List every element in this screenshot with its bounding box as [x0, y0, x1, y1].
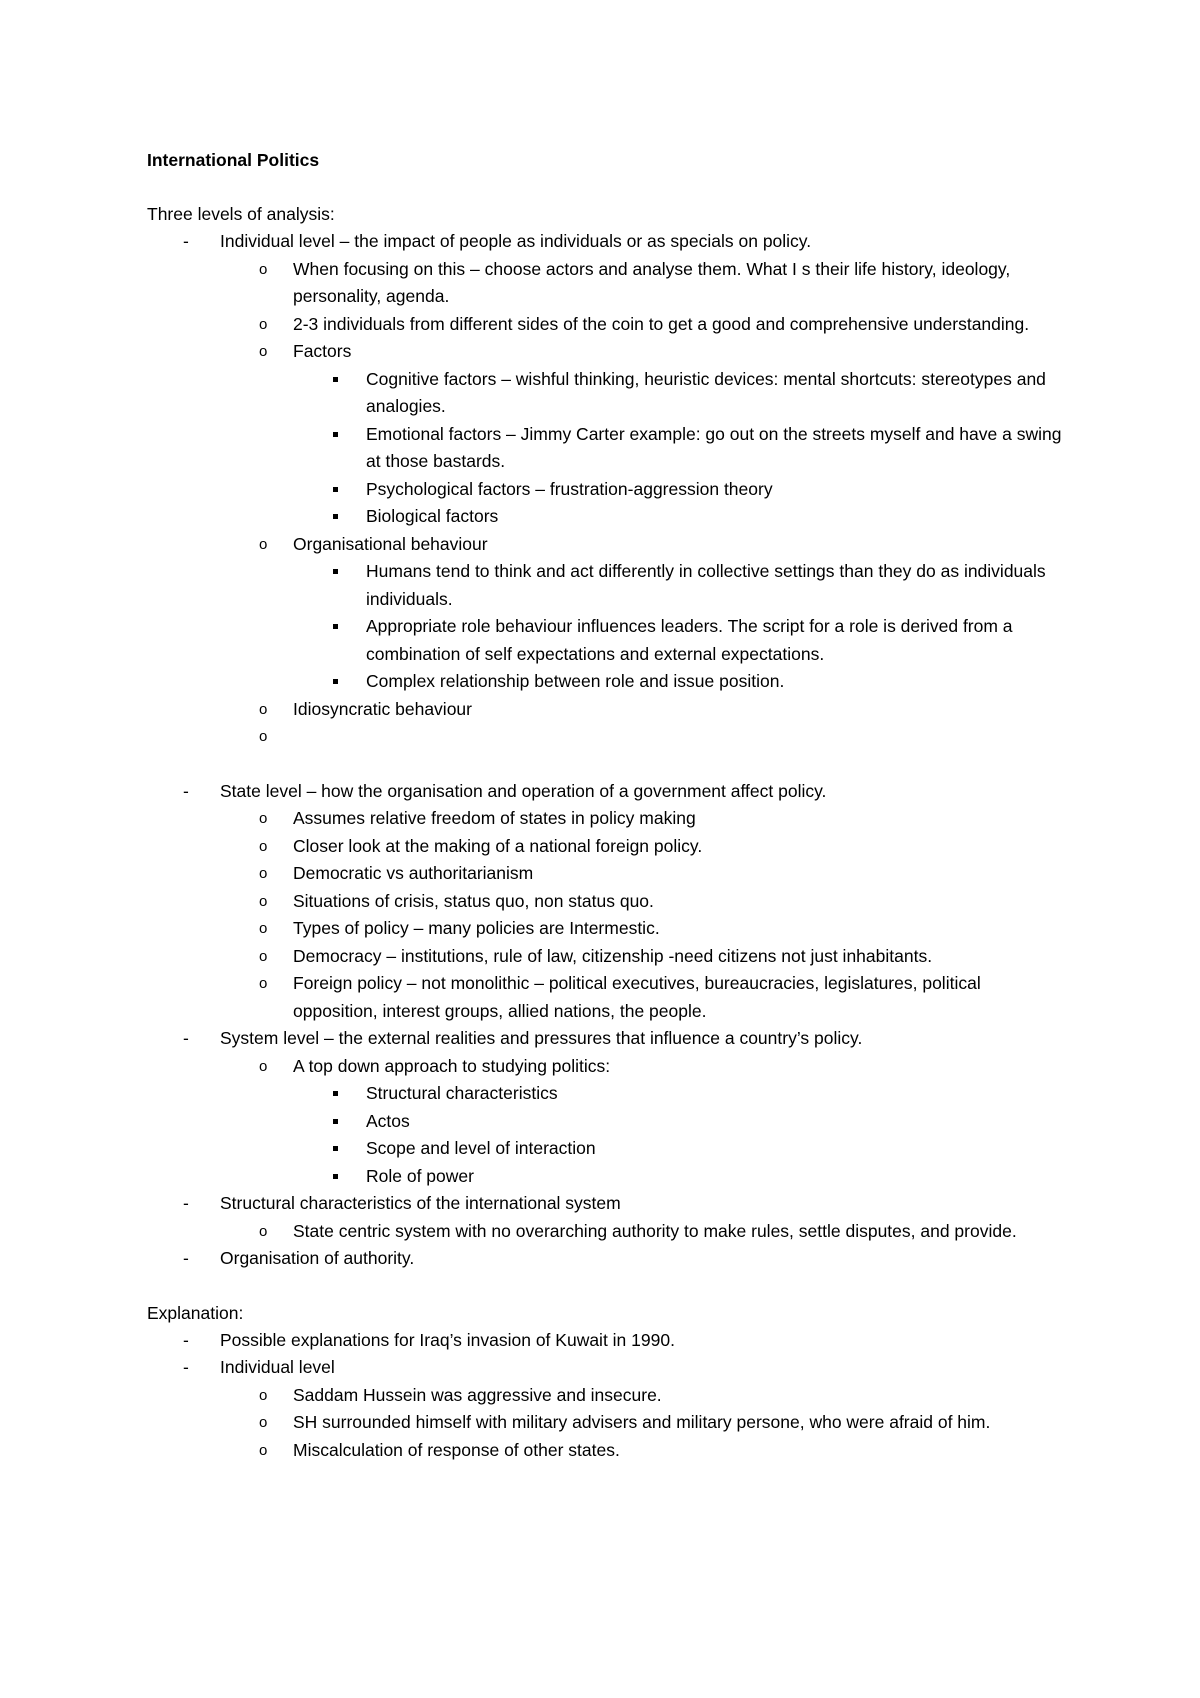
sublist-item: [220, 970, 1067, 1025]
sublist-item-text: State centric system with no overarching authority to make rules, settle disputes, and provide.: [293, 1220, 1017, 1241]
explanation-list: [147, 1327, 1067, 1465]
sublist-item: [220, 805, 1067, 833]
document-body: [147, 147, 1067, 1464]
circle-marker: o: [259, 920, 268, 937]
sub-sublist: [293, 1080, 1067, 1190]
sublist-item-text: Factors: [293, 341, 352, 361]
sub-sublist-item: [293, 476, 1067, 504]
sub-sublist-item: [293, 421, 1067, 476]
sublist-item-text: When focusing on this – choose actors and analyse them. What I s their life history, ideology, personality, agenda.: [293, 258, 1011, 306]
list-item: [147, 1327, 1067, 1355]
circle-marker: o: [259, 700, 268, 718]
sub-sublist-item: [293, 1080, 1067, 1108]
sub-sublist-item-text: Psychological factors – frustration-aggression theory: [366, 478, 773, 499]
sub-sublist-item-text: Scope and level of interaction: [366, 1138, 596, 1158]
sublist-item: [220, 1218, 1067, 1246]
sub-sublist-item: [293, 613, 1067, 668]
square-bullet-icon: [333, 679, 338, 684]
sublist-item: [220, 915, 1067, 943]
circle-marker: o: [259, 1057, 268, 1075]
sub-sublist-item: [293, 668, 1067, 696]
sublist: [220, 1218, 1067, 1246]
circle-marker: o: [259, 1386, 268, 1404]
sublist-item-text: Saddam Hussein was aggressive and insecure.: [293, 1384, 662, 1405]
square-bullet-icon: [333, 1146, 338, 1151]
sublist-item: [220, 1437, 1067, 1465]
sublist-item: [220, 860, 1067, 888]
sublist-item-text: Democracy – institutions, rule of law, citizenship -need citizens not just inhabitants.: [293, 945, 933, 966]
list-item-text: Organisation of authority.: [220, 1248, 415, 1268]
square-bullet-icon: [333, 1119, 338, 1124]
sublist-item-text: Organisational behaviour: [293, 533, 488, 554]
dash-marker: -: [183, 1028, 189, 1048]
sublist-item: [220, 1409, 1067, 1437]
list-item-text: System level – the external realities and pressures that influence a country’s policy.: [220, 1028, 863, 1048]
sub-sublist-item-text: Actos: [366, 1110, 410, 1131]
circle-marker: o: [259, 975, 268, 992]
sublist-item-text: Democratic vs authoritarianism: [293, 863, 534, 883]
list-item: [147, 228, 1067, 751]
circle-marker: o: [259, 315, 268, 333]
sublist-item-text: 2-3 individuals from different sides of the coin to get a good and comprehensive understanding.: [293, 313, 1030, 334]
square-bullet-icon: [333, 569, 338, 574]
list-item-text: Structural characteristics of the international system: [220, 1193, 621, 1213]
sublist-item: [220, 1053, 1067, 1191]
circle-marker: o: [259, 535, 268, 553]
list-item-text: Individual level – the impact of people as individuals or as specials on policy.: [220, 231, 812, 251]
list-item-text: State level – how the organisation and operation of a government affect policy.: [220, 780, 827, 801]
sublist-item-text: A top down approach to studying politics:: [293, 1055, 611, 1076]
circle-marker: o: [259, 1414, 268, 1431]
levels-list: [147, 228, 1067, 1273]
sublist-item: [220, 338, 1067, 531]
sublist-item-text: Situations of crisis, status quo, non status quo.: [293, 890, 654, 911]
section-heading-levels: Three levels of analysis:: [147, 204, 335, 224]
sublist-item-empty: [220, 723, 1067, 751]
dash-marker: -: [183, 231, 189, 251]
square-bullet-icon: [333, 432, 338, 437]
circle-marker: o: [259, 1222, 268, 1240]
sublist: [220, 1053, 1067, 1191]
sublist-item: [220, 531, 1067, 696]
circle-marker: o: [259, 1441, 268, 1459]
sublist: [220, 805, 1067, 1025]
list-item: [147, 778, 1067, 1026]
sublist-item-text: Types of policy – many policies are Intermestic.: [293, 918, 660, 938]
circle-marker: o: [259, 892, 268, 910]
list-item-text: Individual level: [220, 1357, 335, 1377]
sub-sublist-item-text: Appropriate role behaviour influences leaders. The script for a role is derived from a combination of self expectations and external expectations.: [366, 616, 1013, 664]
section-heading-explanation: Explanation:: [147, 1302, 244, 1323]
document-title: International Politics: [147, 150, 320, 170]
sub-sublist-item-text: Cognitive factors – wishful thinking, heuristic devices: mental shortcuts: stereotypes and analogies.: [366, 368, 1046, 416]
sub-sublist-item: [293, 503, 1067, 531]
circle-marker: o: [259, 947, 268, 965]
square-bullet-icon: [333, 1174, 338, 1179]
sublist-item: [220, 888, 1067, 916]
sublist-item: [220, 256, 1067, 311]
list-item: [147, 1245, 1067, 1273]
sublist-item: [220, 943, 1067, 971]
sub-sublist-item-text: Complex relationship between role and issue position.: [366, 671, 785, 691]
square-bullet-icon: [333, 377, 338, 382]
sublist: [220, 1382, 1067, 1465]
square-bullet-icon: [333, 487, 338, 492]
sub-sublist-item: [293, 1163, 1067, 1191]
list-item: [147, 1190, 1067, 1245]
circle-marker: o: [259, 728, 268, 745]
sublist-item: [220, 833, 1067, 861]
sub-sublist: [293, 366, 1067, 531]
sublist-item-text: Assumes relative freedom of states in policy making: [293, 808, 696, 828]
list-item-text: Possible explanations for Iraq’s invasion of Kuwait in 1990.: [220, 1329, 675, 1350]
circle-marker: o: [259, 837, 268, 855]
dash-marker: -: [183, 1248, 189, 1268]
circle-marker: o: [259, 343, 268, 360]
sublist-item: [220, 1382, 1067, 1410]
sub-sublist-item-text: Emotional factors – Jimmy Carter example: go out on the streets myself and have a swing at those bastards.: [366, 423, 1062, 471]
sub-sublist-item: [293, 366, 1067, 421]
sub-sublist-item-text: Humans tend to think and act differently in collective settings than they do as individuals individuals.: [366, 561, 1046, 609]
sublist-item: [220, 311, 1067, 339]
sub-sublist-item: [293, 1108, 1067, 1136]
sublist-item-text: SH surrounded himself with military advisers and military persone, who were afraid of him.: [293, 1412, 991, 1432]
sublist: [220, 256, 1067, 751]
sub-sublist-item-text: Structural characteristics: [366, 1083, 558, 1103]
sublist-item-text: Miscalculation of response of other states.: [293, 1439, 620, 1460]
sub-sublist-item: [293, 1135, 1067, 1163]
square-bullet-icon: [333, 1091, 338, 1096]
list-item: [147, 1354, 1067, 1464]
dash-marker: -: [183, 1193, 189, 1213]
sublist-item-text: Closer look at the making of a national foreign policy.: [293, 835, 703, 856]
square-bullet-icon: [333, 624, 338, 629]
square-bullet-icon: [333, 514, 338, 519]
sub-sublist-item: [293, 558, 1067, 613]
sublist-item: [220, 696, 1067, 724]
dash-marker: -: [183, 1357, 189, 1377]
sub-sublist: [293, 558, 1067, 696]
dash-marker: -: [183, 780, 189, 801]
circle-marker: o: [259, 810, 268, 827]
list-item: [147, 1025, 1067, 1190]
dash-marker: -: [183, 1329, 189, 1350]
sub-sublist-item-text: Role of power: [366, 1165, 474, 1186]
circle-marker: o: [259, 865, 268, 882]
sub-sublist-item-text: Biological factors: [366, 506, 499, 526]
sublist-item-text: Foreign policy – not monolithic – political executives, bureaucracies, legislatures, political opposition, interest groups, allied nations, the people.: [293, 973, 981, 1021]
circle-marker: o: [259, 260, 268, 278]
sublist-item-text: Idiosyncratic behaviour: [293, 698, 472, 719]
